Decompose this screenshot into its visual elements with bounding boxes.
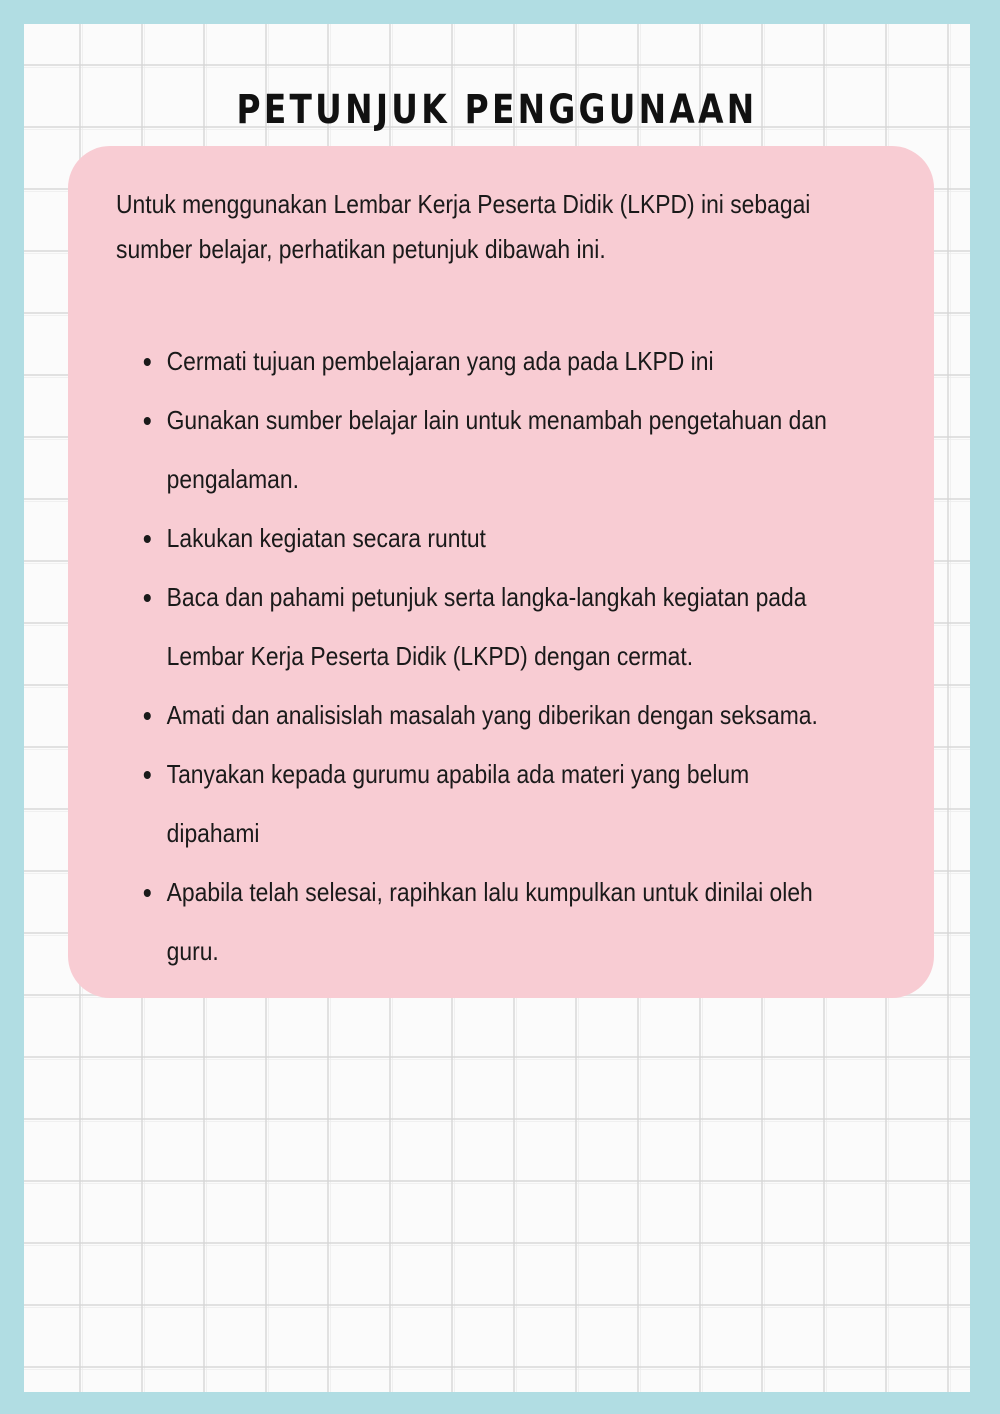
list-item-text: Amati dan analisislah masalah yang diberikan dengan seksama. [166,700,818,730]
bullet-icon [144,712,151,720]
list-item [142,509,872,568]
page-sheet [24,24,970,1392]
instructions-card [68,146,934,998]
intro-text [116,182,811,272]
list-item-text: Tanyakan kepada gurumu apabila ada materi yang belum [166,759,750,789]
bullet-icon [144,594,151,602]
list-item-text-continued: dipahami [166,818,260,848]
page-title: PETUNJUK PENGGUNAAN [236,86,758,133]
list-item-text-continued: pengalaman. [166,464,299,494]
instruction-list [142,332,872,981]
list-item-text-continued: guru. [166,936,219,966]
list-item [142,863,872,981]
bullet-icon [144,358,151,366]
list-item [142,391,872,509]
bullet-icon [144,889,151,897]
list-item-text: Gunakan sumber belajar lain untuk menambah pengetahuan dan [166,405,827,435]
intro-line-1: Untuk menggunakan Lembar Kerja Peserta Didik (LKPD) ini sebagai [116,189,811,219]
list-item-text: Lakukan kegiatan secara runtut [166,523,486,553]
bullet-icon [144,417,151,425]
intro-line-2: sumber belajar, perhatikan petunjuk dibawah ini. [116,234,606,264]
list-item [142,568,872,686]
list-item [142,745,872,863]
list-item-text-continued: Lembar Kerja Peserta Didik (LKPD) dengan cermat. [166,641,694,671]
list-item-text: Baca dan pahami petunjuk serta langka-langkah kegiatan pada [166,582,807,612]
list-item-text: Apabila telah selesai, rapihkan lalu kumpulkan untuk dinilai oleh [166,877,813,907]
list-item [142,332,872,391]
list-item [142,686,872,745]
list-item-text: Cermati tujuan pembelajaran yang ada pada LKPD ini [166,346,714,376]
bullet-icon [144,535,151,543]
bullet-icon [144,771,151,779]
